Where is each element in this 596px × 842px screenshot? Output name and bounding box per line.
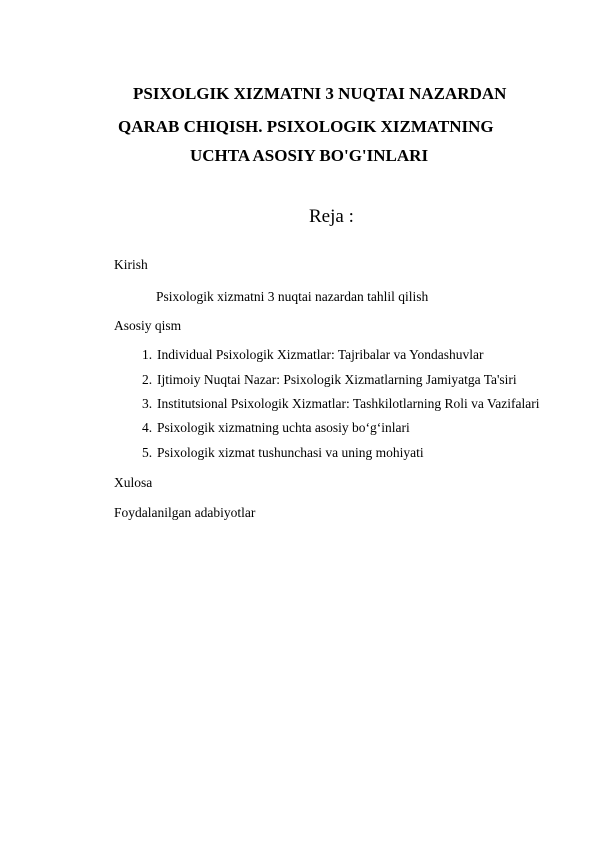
list-item-text: Psixologik xizmat tushunchasi va uning mohiyati (157, 445, 424, 460)
list-item (142, 396, 540, 412)
list-item-number: 1. (142, 347, 153, 362)
list-item-number: 4. (142, 420, 153, 435)
reja-heading: Reja : (309, 206, 354, 227)
list-item-number: 3. (142, 396, 153, 411)
list-item-text: Institutsional Psixologik Xizmatlar: Tashkilotlarning Roli va Vazifalari (157, 396, 540, 411)
list-item-number: 5. (142, 445, 153, 460)
list-item (142, 347, 484, 363)
list-item (142, 445, 424, 461)
section-xulosa: Xulosa (114, 475, 153, 490)
section-kirish: Kirish (114, 257, 148, 272)
list-item-text: Ijtimoiy Nuqtai Nazar: Psixologik Xizmatlarning Jamiyatga Ta'siri (157, 372, 517, 387)
list-item-number: 2. (142, 372, 153, 387)
title-line-2: QARAB CHIQISH. PSIXOLOGIK XIZMATNING (118, 117, 494, 136)
list-item (142, 372, 517, 388)
title-line-3: UCHTA ASOSIY BO'G'INLARI (190, 146, 429, 165)
list-item-text: Psixologik xizmatning uchta asosiy bo‘g‘inlari (157, 420, 410, 435)
list-item (142, 420, 410, 436)
section-foydalanilgan-adabiyotlar: Foydalanilgan adabiyotlar (114, 505, 256, 520)
title-line-1: PSIXOLGIK XIZMATNI 3 NUQTAI NAZARDAN (133, 84, 507, 103)
section-asosiy-qism: Asosiy qism (114, 318, 182, 333)
list-item-text: Individual Psixologik Xizmatlar: Tajribalar va Yondashuvlar (157, 347, 484, 362)
kirish-subitem: Psixologik xizmatni 3 nuqtai nazardan tahlil qilish (156, 289, 429, 304)
